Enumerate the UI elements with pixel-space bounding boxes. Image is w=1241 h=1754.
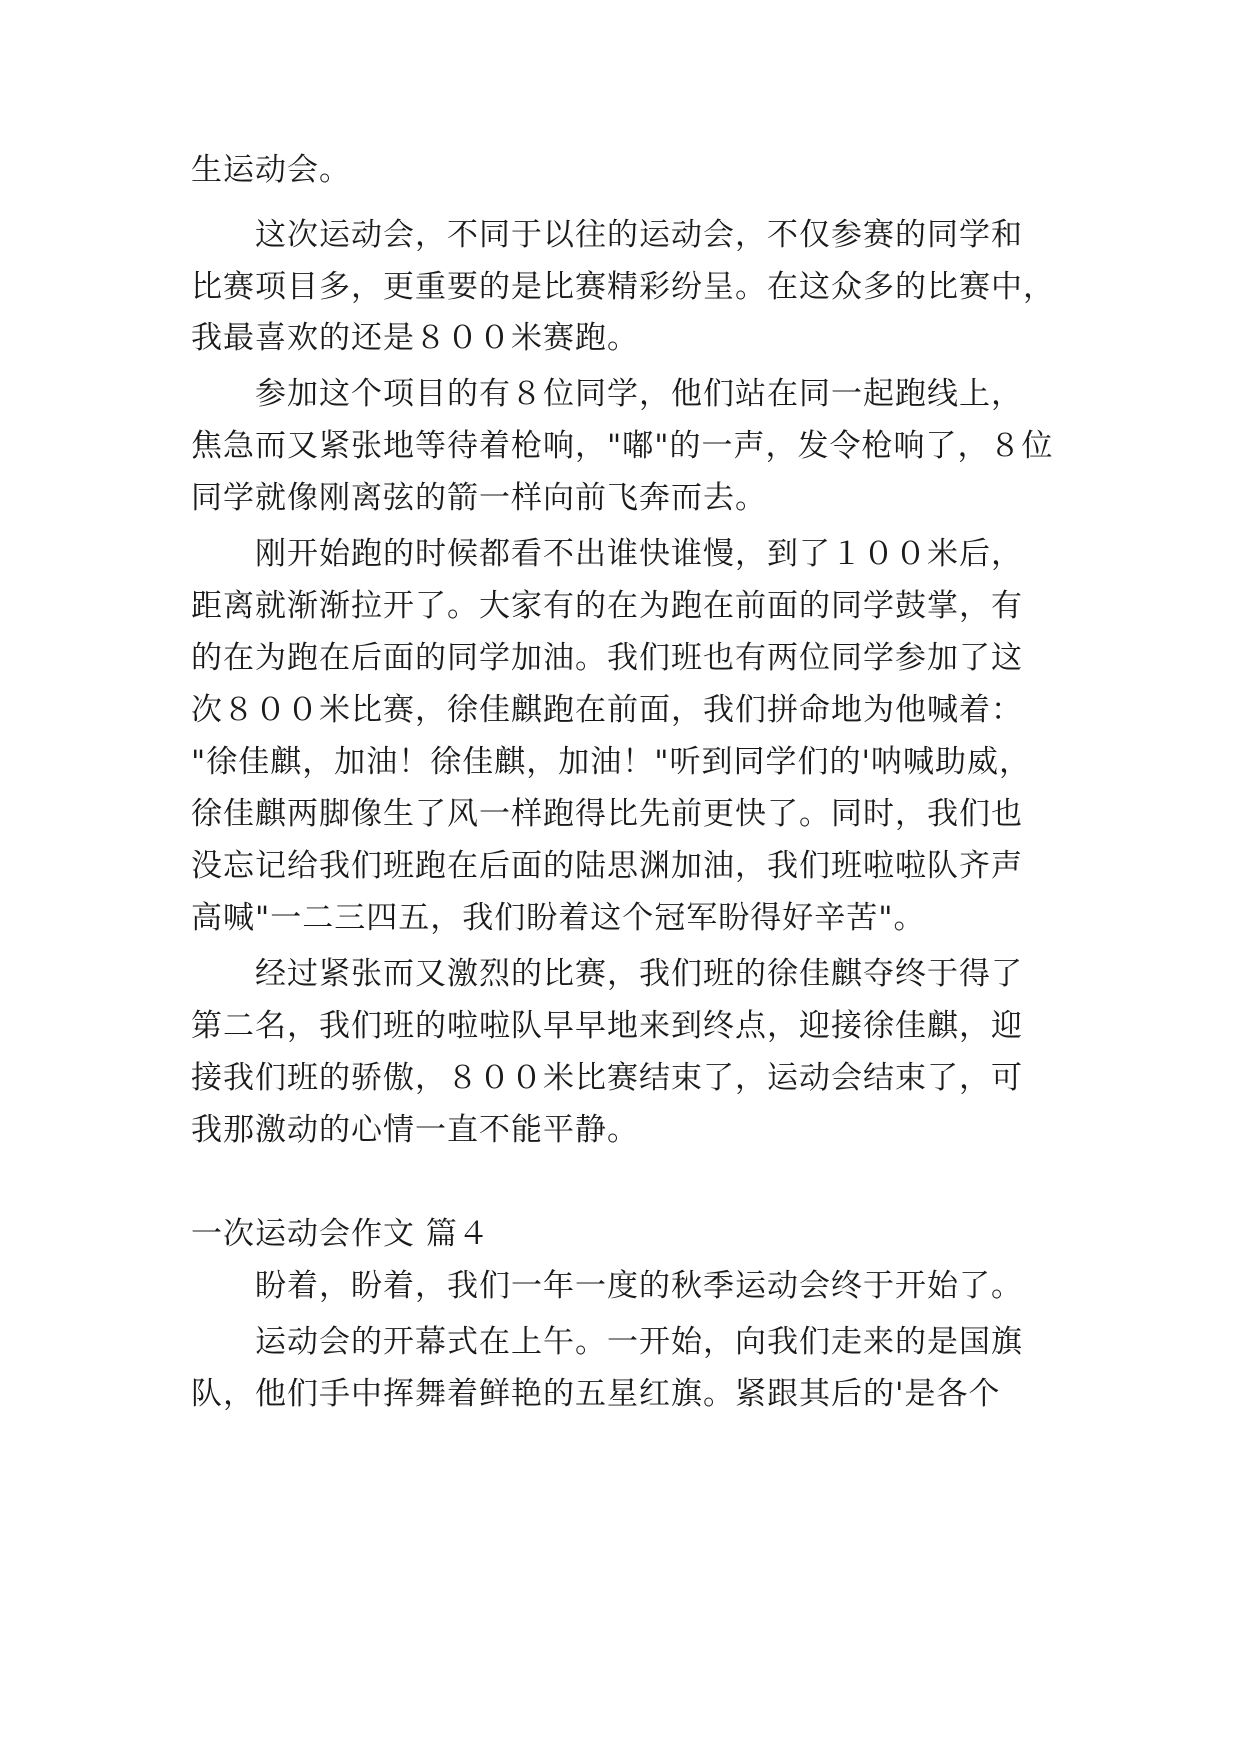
paragraph-line: 同学就像刚离弦的箭一样向前飞奔而去。 (191, 480, 767, 516)
paragraph-line: 焦急而又紧张地等待着枪响，"嘟"的一声，发令枪响了，８位 (191, 428, 1054, 464)
paragraph-line: 高喊"一二三四五，我们盼着这个冠军盼得好辛苦"。 (191, 900, 926, 936)
paragraph-line: 参加这个项目的有８位同学，他们站在同一起跑线上， (255, 376, 1023, 412)
paragraph-line: 盼着，盼着，我们一年一度的秋季运动会终于开始了。 (255, 1268, 1023, 1304)
paragraph-line: 刚开始跑的时候都看不出谁快谁慢，到了１００米后， (255, 536, 1023, 572)
paragraph-line: 经过紧张而又激烈的比赛，我们班的徐佳麒夺终于得了 (255, 956, 1023, 992)
paragraph-line: 我最喜欢的还是８００米赛跑。 (191, 320, 639, 356)
paragraph-line: 徐佳麒两脚像生了风一样跑得比先前更快了。同时，我们也 (191, 796, 1023, 832)
paragraph-line: 次８００米比赛，徐佳麒跑在前面，我们拼命地为他喊着： (191, 692, 1023, 728)
paragraph-line: 没忘记给我们班跑在后面的陆思渊加油，我们班啦啦队齐声 (191, 848, 1023, 884)
paragraph-line: 的在为跑在后面的同学加油。我们班也有两位同学参加了这 (191, 640, 1023, 676)
paragraph-line: "徐佳麒，加油！徐佳麒，加油！"听到同学们的'呐喊助威， (191, 744, 1032, 780)
paragraph-line: 运动会的开幕式在上午。一开始，向我们走来的是国旗 (255, 1324, 1023, 1360)
paragraph-line: 接我们班的骄傲，８００米比赛结束了，运动会结束了，可 (191, 1060, 1023, 1096)
paragraph-line: 距离就渐渐拉开了。大家有的在为跑在前面的同学鼓掌，有 (191, 588, 1023, 624)
paragraph-line: 我那激动的心情一直不能平静。 (191, 1112, 639, 1148)
paragraph-line: 这次运动会，不同于以往的运动会，不仅参赛的同学和 (255, 217, 1023, 253)
paragraph-line: 队，他们手中挥舞着鲜艳的五星红旗。紧跟其后的'是各个 (191, 1376, 1001, 1412)
section-heading: 一次运动会作文 篇４ (191, 1216, 490, 1252)
paragraph-line: 生运动会。 (191, 152, 351, 188)
paragraph-line: 比赛项目多，更重要的是比赛精彩纷呈。在这众多的比赛中， (191, 269, 1055, 305)
paragraph-line: 第二名，我们班的啦啦队早早地来到终点，迎接徐佳麒，迎 (191, 1008, 1023, 1044)
